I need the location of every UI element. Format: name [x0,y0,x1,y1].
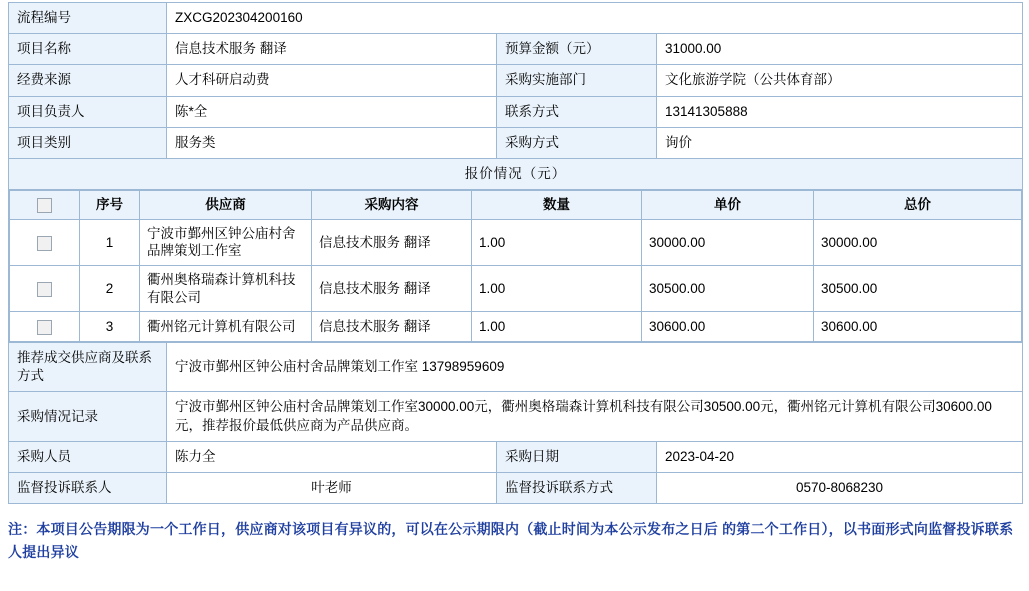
row-supplier: 衢州奥格瑞森计算机科技有限公司 [140,265,312,311]
purchase-announcement-page [0,2,1029,591]
row-checkbox-cell[interactable] [10,219,80,265]
value-supervisor: 叶老师 [167,473,497,504]
value-date: 2023-04-20 [657,441,1023,472]
row-unit-price: 30500.00 [642,265,814,311]
quote-header-quantity: 数量 [472,191,642,220]
table-row-buyer [9,441,1023,472]
table-row-quote-table [9,190,1023,343]
table-row [10,265,1022,311]
value-contact: 13141305888 [657,96,1023,127]
value-record: 宁波市鄞州区钟公庙村舍品牌策划工作室30000.00元，衢州奥格瑞森计算机科技有限公司30500.00元，衢州铭元计算机有限公司30600.00元，推荐报价最低供应商为产品供应商。 [167,392,1023,441]
table-row-supervisor [9,473,1023,504]
label-supervisor-contact: 监督投诉联系方式 [497,473,657,504]
row-quantity: 1.00 [472,312,642,342]
label-project-name: 项目名称 [9,34,167,65]
value-buyer: 陈力全 [167,441,497,472]
row-supplier: 宁波市鄞州区钟公庙村舍品牌策划工作室 [140,219,312,265]
row-index: 1 [80,219,140,265]
label-date: 采购日期 [497,441,657,472]
value-project-name: 信息技术服务 翻译 [167,34,497,65]
table-row [10,312,1022,342]
label-contact: 联系方式 [497,96,657,127]
quote-header-select-all[interactable] [10,191,80,220]
quote-header-content: 采购内容 [312,191,472,220]
row-index: 3 [80,312,140,342]
value-owner: 陈*全 [167,96,497,127]
quote-header-row [10,191,1022,220]
label-funding-source: 经费来源 [9,65,167,96]
value-recommend: 宁波市鄞州区钟公庙村舍品牌策划工作室 13798959609 [167,343,1023,392]
value-budget: 31000.00 [657,34,1023,65]
value-purchase-dept: 文化旅游学院（公共体育部） [657,65,1023,96]
row-unit-price: 30000.00 [642,219,814,265]
footer-note: 注：本项目公告期限为一个工作日，供应商对该项目有异议的，可以在公示期限内（截止时间为本公示发布之日后 的第二个工作日），以书面形式向监督投诉联系人提出异议 [8,521,1014,560]
label-process-no: 流程编号 [9,3,167,34]
table-row-quote-section-title [9,159,1023,190]
row-checkbox-cell[interactable] [10,312,80,342]
label-purchase-dept: 采购实施部门 [497,65,657,96]
label-recommend: 推荐成交供应商及联系方式 [9,343,167,392]
table-row-project-name [9,34,1023,65]
row-checkbox-cell[interactable] [10,265,80,311]
table-row-category [9,127,1023,158]
row-content: 信息技术服务 翻译 [312,265,472,311]
label-buyer: 采购人员 [9,441,167,472]
quote-section-title: 报价情况（元） [9,159,1023,190]
table-row-funding-source [9,65,1023,96]
quote-header-supplier: 供应商 [140,191,312,220]
checkbox-row-icon[interactable] [37,282,52,297]
row-content: 信息技术服务 翻译 [312,312,472,342]
label-budget: 预算金额（元） [497,34,657,65]
row-quantity: 1.00 [472,265,642,311]
row-total-price: 30600.00 [814,312,1022,342]
label-record: 采购情况记录 [9,392,167,441]
value-category: 服务类 [167,127,497,158]
table-row-owner [9,96,1023,127]
quote-header-index: 序号 [80,191,140,220]
quote-table [9,190,1022,342]
table-row [10,219,1022,265]
checkbox-select-all-icon[interactable] [37,198,52,213]
quote-header-unit-price: 单价 [642,191,814,220]
table-row-record [9,392,1023,441]
row-unit-price: 30600.00 [642,312,814,342]
label-supervisor: 监督投诉联系人 [9,473,167,504]
label-owner: 项目负责人 [9,96,167,127]
checkbox-row-icon[interactable] [37,320,52,335]
checkbox-row-icon[interactable] [37,236,52,251]
label-category: 项目类别 [9,127,167,158]
row-total-price: 30000.00 [814,219,1022,265]
quote-table-container [9,190,1023,343]
row-content: 信息技术服务 翻译 [312,219,472,265]
row-quantity: 1.00 [472,219,642,265]
row-total-price: 30500.00 [814,265,1022,311]
value-process-no: ZXCG202304200160 [167,3,1023,34]
row-supplier: 衢州铭元计算机有限公司 [140,312,312,342]
table-row-recommend [9,343,1023,392]
row-index: 2 [80,265,140,311]
purchase-info-table [8,2,1023,504]
table-row-process-no [9,3,1023,34]
value-funding-source: 人才科研启动费 [167,65,497,96]
value-method: 询价 [657,127,1023,158]
label-method: 采购方式 [497,127,657,158]
quote-header-total-price: 总价 [814,191,1022,220]
value-supervisor-contact: 0570-8068230 [657,473,1023,504]
